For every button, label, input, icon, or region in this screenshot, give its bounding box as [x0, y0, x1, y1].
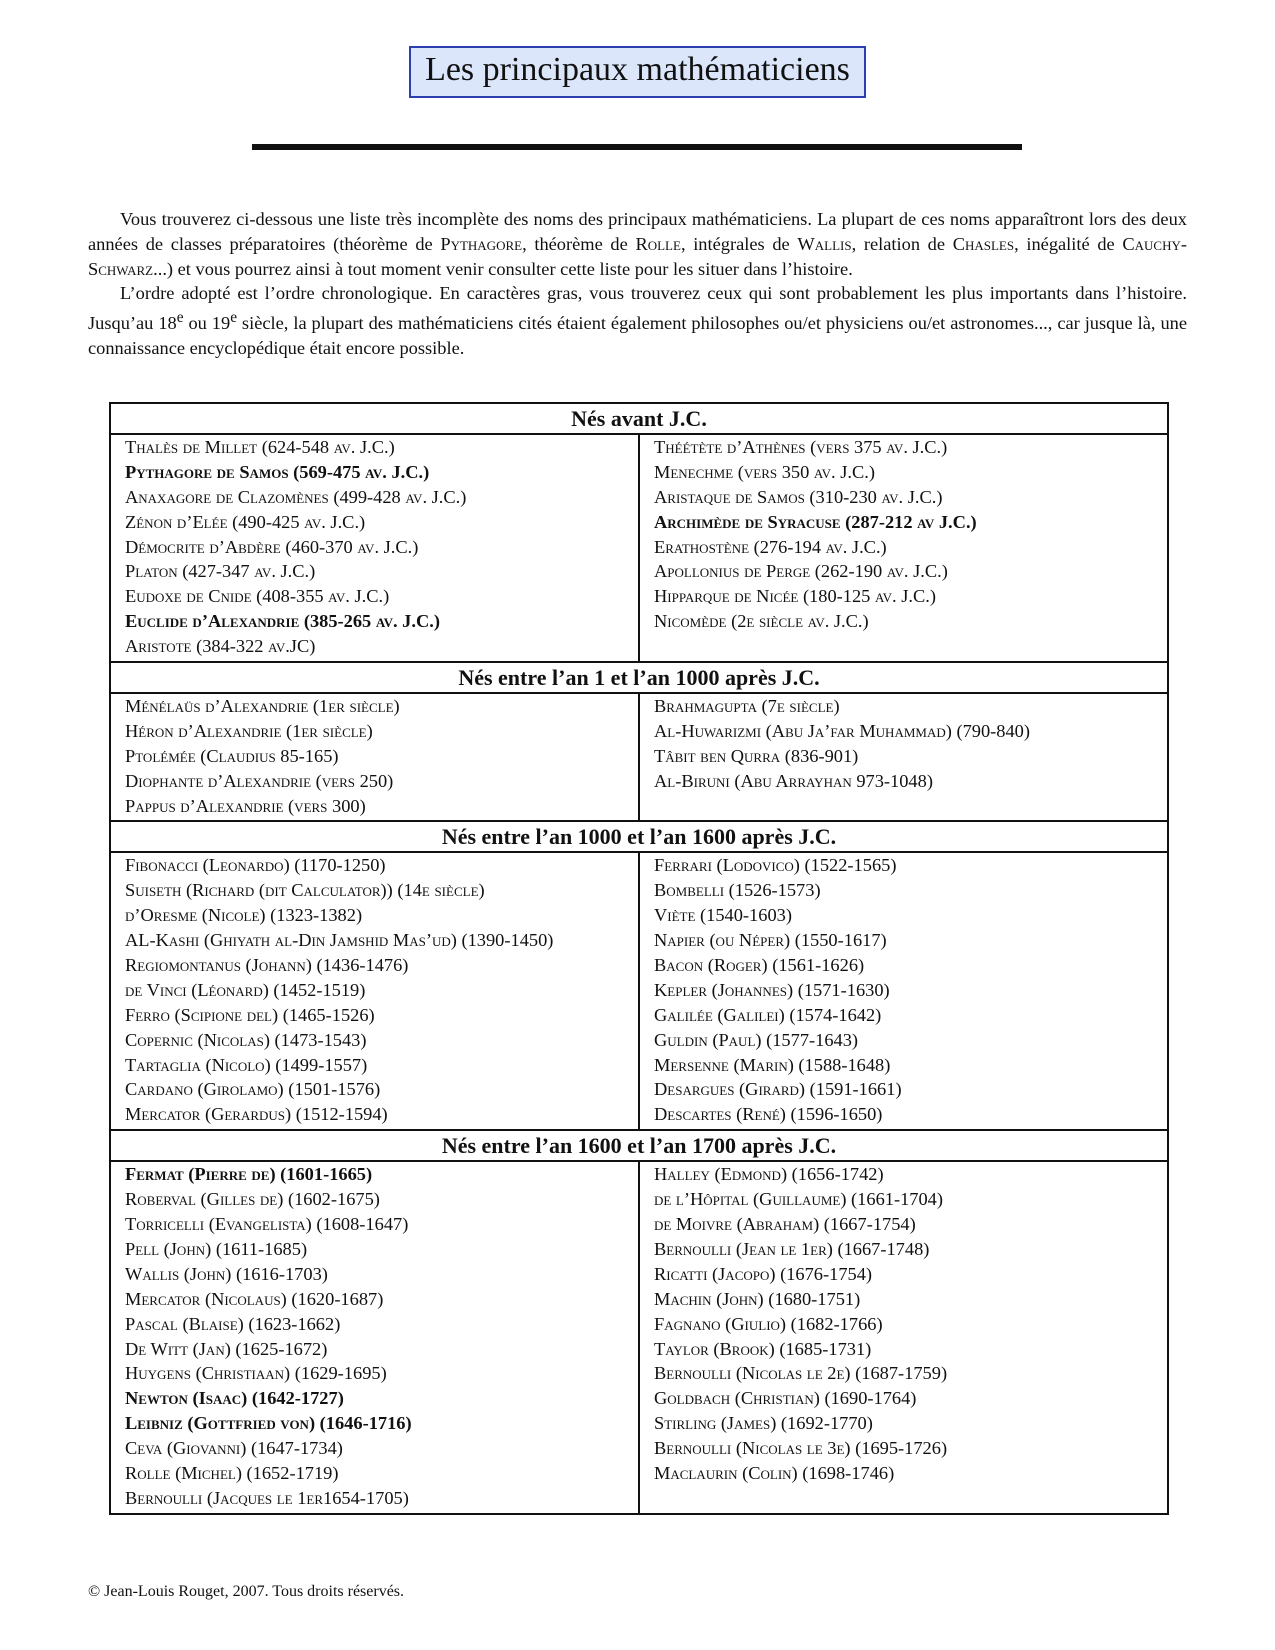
mathematician-entry: Huygens (Christiaan) (1629-1695) — [125, 1363, 387, 1384]
mathematician-list — [125, 435, 638, 659]
mathematician-entry: Viète (1540-1603) — [654, 905, 792, 926]
right-column — [639, 693, 1168, 821]
left-column — [110, 693, 639, 821]
mathematician-entry: Pell (John) (1611-1685) — [125, 1238, 308, 1259]
mathematician-entry: Guldin (Paul) (1577-1643) — [654, 1029, 859, 1050]
mathematician-entry: Euclide d’Alexandrie (385-265 av. J.C.) — [125, 611, 440, 632]
mathematician-entry: Fermat (Pierre de) (1601-1665) — [125, 1164, 373, 1185]
section-header-row — [110, 403, 1168, 434]
mathematician-entry: Regiomontanus (Johann) (1436-1476) — [125, 955, 409, 976]
mathematician-entry: de Vinci (Léonard) (1452-1519) — [125, 979, 366, 1000]
mathematician-entry: Fagnano (Giulio) (1682-1766) — [654, 1313, 883, 1334]
mathematician-entry: Apollonius de Perge (262-190 av. J.C.) — [654, 561, 948, 582]
title-rule — [252, 144, 1022, 150]
mathematician-entry: Bombelli (1526-1573) — [654, 880, 821, 901]
right-column — [639, 1161, 1168, 1513]
mathematician-entry: Bernoulli (Jacques le 1er1654-1705) — [125, 1487, 409, 1508]
mathematician-entry: Aristote (384-322 av.JC) — [125, 636, 316, 657]
right-column — [639, 434, 1168, 662]
mathematician-entry: Démocrite d’Abdère (460-370 av. J.C.) — [125, 536, 419, 557]
mathematician-entry: Stirling (James) (1692-1770) — [654, 1413, 873, 1434]
mathematician-entry: Anaxagore de Clazomènes (499-428 av. J.C.) — [125, 486, 467, 507]
intro-name-cauchy: Cauchy-Schwarz — [88, 233, 1187, 279]
mathematician-entry: Mersenne (Marin) (1588-1648) — [654, 1054, 891, 1075]
mathematician-entry: Taylor (Brook) (1685-1731) — [654, 1338, 872, 1359]
mathematician-entry: Napier (ou Néper) (1550-1617) — [654, 930, 887, 951]
mathematician-entry: Cardano (Girolamo) (1501-1576) — [125, 1079, 381, 1100]
mathematician-list — [654, 694, 1167, 794]
superscript: e — [230, 309, 237, 327]
page-title: Les principaux mathématiciens — [409, 46, 866, 98]
mathematician-entry: Leibniz (Gottfried von) (1646-1716) — [125, 1413, 412, 1434]
mathematician-entry: Nicomède (2e siècle av. J.C.) — [654, 611, 869, 632]
intro-name-chasles: Chasles — [952, 233, 1015, 254]
mathematician-entry: Pythagore de Samos (569-475 av. J.C.) — [125, 461, 430, 482]
mathematician-entry: Ferrari (Lodovico) (1522-1565) — [654, 855, 897, 876]
mathematician-entry: Ménélaüs d’Alexandrie (1er siècle) — [125, 696, 400, 717]
mathematician-entry: Thalès de Millet (624-548 av. J.C.) — [125, 437, 395, 457]
section-body-row — [110, 1161, 1168, 1513]
left-column — [110, 1161, 639, 1513]
mathematician-entry: Hipparque de Nicée (180-125 av. J.C.) — [654, 586, 936, 607]
mathematician-entry: d’Oresme (Nicole) (1323-1382) — [125, 905, 363, 926]
intro-text — [88, 207, 1187, 361]
title-wrapper — [0, 46, 1275, 98]
mathematician-entry: Théétète d’Athènes (vers 375 av. J.C.) — [654, 437, 948, 457]
mathematician-entry: Pascal (Blaise) (1623-1662) — [125, 1313, 341, 1334]
intro-text-segment: , théorème de — [522, 233, 636, 254]
copyright-footer: © Jean-Louis Rouget, 2007. Tous droits réservés. — [88, 1583, 405, 1600]
mathematician-entry: Eudoxe de Cnide (408-355 av. J.C.) — [125, 586, 390, 607]
mathematician-entry: Mercator (Nicolaus) (1620-1687) — [125, 1288, 384, 1309]
mathematician-entry: Ceva (Giovanni) (1647-1734) — [125, 1438, 343, 1459]
mathematician-entry: de l’Hôpital (Guillaume) (1661-1704) — [654, 1189, 943, 1210]
mathematician-entry: Kepler (Johannes) (1571-1630) — [654, 979, 890, 1000]
section-header-row — [110, 662, 1168, 693]
mathematician-entry: AL-Kashi (Ghiyath al-Din Jamshid Mas’ud) (1390-1450) — [125, 930, 554, 951]
mathematician-entry: Descartes (René) (1596-1650) — [654, 1104, 883, 1125]
mathematician-entry: Galilée (Galilei) (1574-1642) — [654, 1004, 882, 1025]
mathematician-list — [654, 435, 1167, 634]
intro-text-segment: ...) et vous pourrez ainsi à tout moment venir consulter cette liste pour les situer dans l’histoire. — [153, 258, 853, 279]
superscript: e — [176, 309, 184, 327]
mathematician-entry: Torricelli (Evangelista) (1608-1647) — [125, 1214, 409, 1235]
mathematician-entry: Zénon d’Elée (490-425 av. J.C.) — [125, 511, 366, 532]
mathematician-entry: Ricatti (Jacopo) (1676-1754) — [654, 1263, 873, 1284]
intro-paragraph-2 — [88, 281, 1187, 361]
mathematician-entry: Héron d’Alexandrie (1er siècle) — [125, 720, 373, 741]
mathematician-entry: Bernoulli (Nicolas le 3e) (1695-1726) — [654, 1438, 948, 1459]
mathematician-entry: Machin (John) (1680-1751) — [654, 1288, 861, 1309]
section-heading: Nés entre l’an 1 et l’an 1000 après J.C. — [110, 662, 1168, 693]
mathematician-entry: Aristaque de Samos (310-230 av. J.C.) — [654, 486, 943, 507]
mathematician-entry: Platon (427-347 av. J.C.) — [125, 561, 316, 582]
left-column — [110, 852, 639, 1130]
mathematician-entry: Ferro (Scipione del) (1465-1526) — [125, 1004, 375, 1025]
section-body-row — [110, 434, 1168, 662]
intro-text-segment: , intégrales de — [680, 233, 798, 254]
mathematician-entry: Bacon (Roger) (1561-1626) — [654, 955, 865, 976]
mathematician-entry: Tartaglia (Nicolo) (1499-1557) — [125, 1054, 368, 1075]
section-heading: Nés entre l’an 1600 et l’an 1700 après J.C. — [110, 1130, 1168, 1161]
mathematician-entry: Erathostène (276-194 av. J.C.) — [654, 536, 887, 557]
mathematician-entry: Desargues (Girard) (1591-1661) — [654, 1079, 902, 1100]
mathematician-entry: Newton (Isaac) (1642-1727) — [125, 1388, 344, 1409]
mathematician-entry: Roberval (Gilles de) (1602-1675) — [125, 1189, 380, 1210]
mathematician-entry: Halley (Edmond) (1656-1742) — [654, 1164, 884, 1185]
section-body-row — [110, 693, 1168, 821]
mathematician-entry: Fibonacci (Leonardo) (1170-1250) — [125, 855, 386, 876]
mathematician-list — [654, 1162, 1167, 1486]
mathematician-entry: Archimède de Syracuse (287-212 av J.C.) — [654, 511, 977, 532]
left-column — [110, 434, 639, 662]
intro-text-segment: ou 19 — [183, 313, 231, 334]
mathematician-entry: Ptolémée (Claudius 85-165) — [125, 745, 339, 766]
mathematician-list — [125, 694, 638, 818]
mathematician-entry: Mercator (Gerardus) (1512-1594) — [125, 1104, 388, 1125]
mathematician-entry: Maclaurin (Colin) (1698-1746) — [654, 1462, 895, 1483]
mathematician-entry: Copernic (Nicolas) (1473-1543) — [125, 1029, 367, 1050]
mathematician-entry: Wallis (John) (1616-1703) — [125, 1263, 328, 1284]
mathematician-entry: Bernoulli (Nicolas le 2e) (1687-1759) — [654, 1363, 948, 1384]
mathematician-entry: Brahmagupta (7e siècle) — [654, 696, 840, 717]
mathematician-entry: Menechme (vers 350 av. J.C.) — [654, 461, 875, 482]
intro-text-segment: , inégalité de — [1014, 233, 1123, 254]
mathematician-entry: Goldbach (Christian) (1690-1764) — [654, 1388, 917, 1409]
mathematician-entry: Bernoulli (Jean le 1er) (1667-1748) — [654, 1238, 930, 1259]
section-heading: Nés entre l’an 1000 et l’an 1600 après J.C. — [110, 821, 1168, 852]
mathematician-entry: Rolle (Michel) (1652-1719) — [125, 1462, 339, 1483]
section-header-row — [110, 1130, 1168, 1161]
mathematician-entry: Suiseth (Richard (dit Calculator)) (14e siècle) — [125, 880, 485, 901]
section-heading: Nés avant J.C. — [110, 403, 1168, 434]
mathematician-entry: Pappus d’Alexandrie (vers 300) — [125, 795, 366, 816]
mathematician-list — [654, 853, 1167, 1127]
intro-name-rolle: Rolle — [635, 233, 681, 254]
mathematician-entry: De Witt (Jan) (1625-1672) — [125, 1338, 328, 1359]
mathematician-entry: Diophante d’Alexandrie (vers 250) — [125, 770, 394, 791]
mathematician-entry: Al-Huwarizmi (Abu Ja’far Muhammad) (790-840) — [654, 720, 1030, 741]
mathematician-list — [125, 1162, 638, 1510]
section-header-row — [110, 821, 1168, 852]
mathematician-entry: Tâbit ben Qurra (836-901) — [654, 745, 859, 766]
mathematician-entry: de Moivre (Abraham) (1667-1754) — [654, 1214, 916, 1235]
intro-text-segment: Vous trouverez ci-dessous une liste très incomplète des noms des principaux mathématiciens. La plupart de ces noms apparaîtront lors des deux années de classes préparatoires (théorème de — [88, 209, 1187, 254]
intro-paragraph-1 — [88, 207, 1187, 281]
intro-name-wallis: Wallis — [797, 233, 852, 254]
mathematician-entry: Al-Biruni (Abu Arrayhan 973-1048) — [654, 770, 933, 791]
mathematician-list — [125, 853, 638, 1127]
mathematicians-table — [109, 402, 1169, 1515]
section-body-row — [110, 852, 1168, 1130]
intro-text-segment: , relation de — [851, 233, 953, 254]
intro-text-segment: L’ordre adopté est l’ordre chronologique. En caractères gras, vous trouverez ceux qui sont probablement les plus importants dans l’histoire. Jusqu’au 18 — [88, 283, 1187, 334]
intro-name-pythagore: Pythagore — [440, 233, 523, 254]
right-column — [639, 852, 1168, 1130]
intro-text-segment: siècle, la plupart des mathématiciens cités étaient également philosophes ou/et physiciens ou/et astronomes..., car jusque là, une connaissance encyclopédique était encore possible. — [88, 313, 1188, 359]
